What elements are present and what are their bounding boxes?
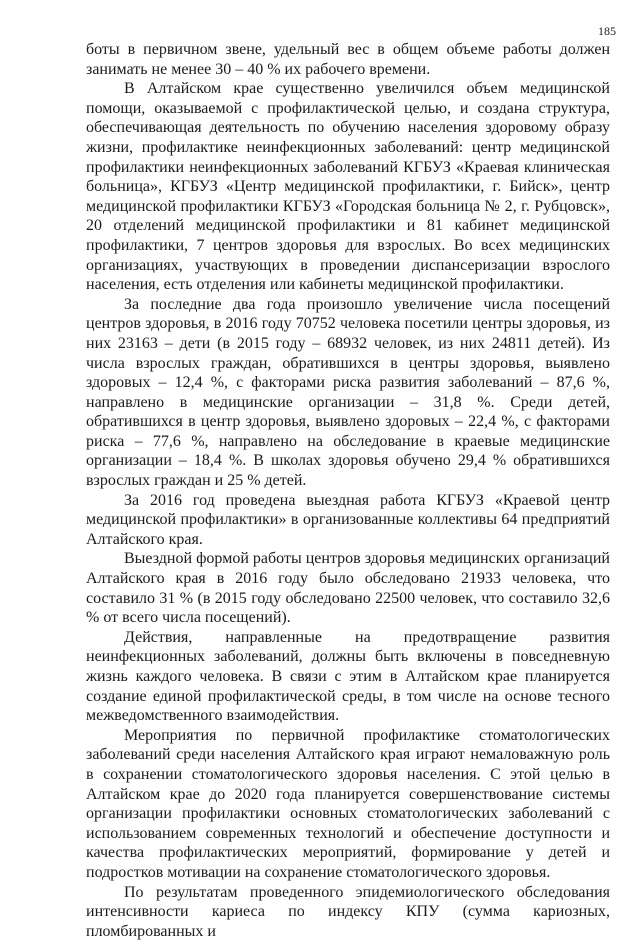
paragraph: Действия, направленные на предотвращение развития неинфекционных заболеваний, должны быть включены в повседневную жизнь каждого человека. В связи с этим в Алтайском крае планируется создание единой профилактической среды, в том числе на основе тесного межведомственного взаимодействия. — [86, 628, 610, 725]
paragraph: боты в первичном звене, удельный вес в общем объеме работы должен занимать не менее 30 – 40 % их рабочего времени. — [86, 41, 610, 78]
paragraph: Мероприятия по первичной профилактике стоматологических заболеваний среди населения Алтайского края играют немаловажную роль в сохранении стоматологического здоровья населения. С этой целью в Алтайском крае до 2020 года планируется совершенствование системы организации профилактики основных стоматологических заболеваний с использованием современных технологий и обеспечение доступности и качества профилактических мероприятий, формирование у детей и подростков мотивации на сохранение стоматологического здоровья. — [86, 726, 610, 881]
paragraph: За последние два года произошло увеличение числа посещений центров здоровья, в 2016 году 70752 человека посетили центры здоровья, из них 23163 – дети (в 2015 году – 68932 человек, из них 24811 детей). Из числа взрослых граждан, обратившихся в центры здоровья, выявлено здоровых – 12,4 %, с факторами риска развития заболеваний – 87,6 %, направлено в медицинские организации – 31,8 %. Среди детей, обратившихся в центр здоровья, выявлено здоровых – 22,4 %, с факторами риска – 77,6 %, направлено на обследование в краевые медицинские организации – 18,4 %. В школах здоровья обучено 29,4 % обратившихся взрослых граждан и 25 % детей. — [86, 295, 610, 490]
body-text — [86, 40, 610, 941]
page-number: 185 — [598, 24, 616, 38]
paragraph: В Алтайском крае существенно увеличился объем медицинской помощи, оказываемой с профилактической целью, и создана структура, обеспечивающая деятельность по обучению населения здоровому образу жизни, профилактике неинфекционных заболеваний: центр медицинской профилактики неинфекционных заболеваний КГБУЗ «Краевая клиническая больница», КГБУЗ «Центр медицинской профилактики, г. Бийск», центр медицинской профилактики КГБУЗ «Городская больница № 2, г. Рубцовск», 20 отделений медицинской профилактики и 81 кабинет медицинской профилактики, 7 центров здоровья для взрослых. Во всех медицинских организациях, участвующих в проведении диспансеризации взрослого населения, есть отделения или кабинеты медицинской профилактики. — [86, 80, 610, 294]
paragraph: Выездной формой работы центров здоровья медицинских организаций Алтайского края в 2016 году было обследовано 21933 человека, что составило 31 % (в 2015 году обследовано 22500 человек, что составило 32,6 % от всего числа посещений). — [86, 550, 610, 627]
paragraph: За 2016 год проведена выездная работа КГБУЗ «Краевой центр медицинской профилактики» в организованные коллективы 64 предприятий Алтайского края. — [86, 491, 610, 548]
paragraph: По результатам проведенного эпидемиологического обследования интенсивности кариеса по индексу КПУ (сумма кариозных, пломбированных и — [86, 883, 610, 940]
